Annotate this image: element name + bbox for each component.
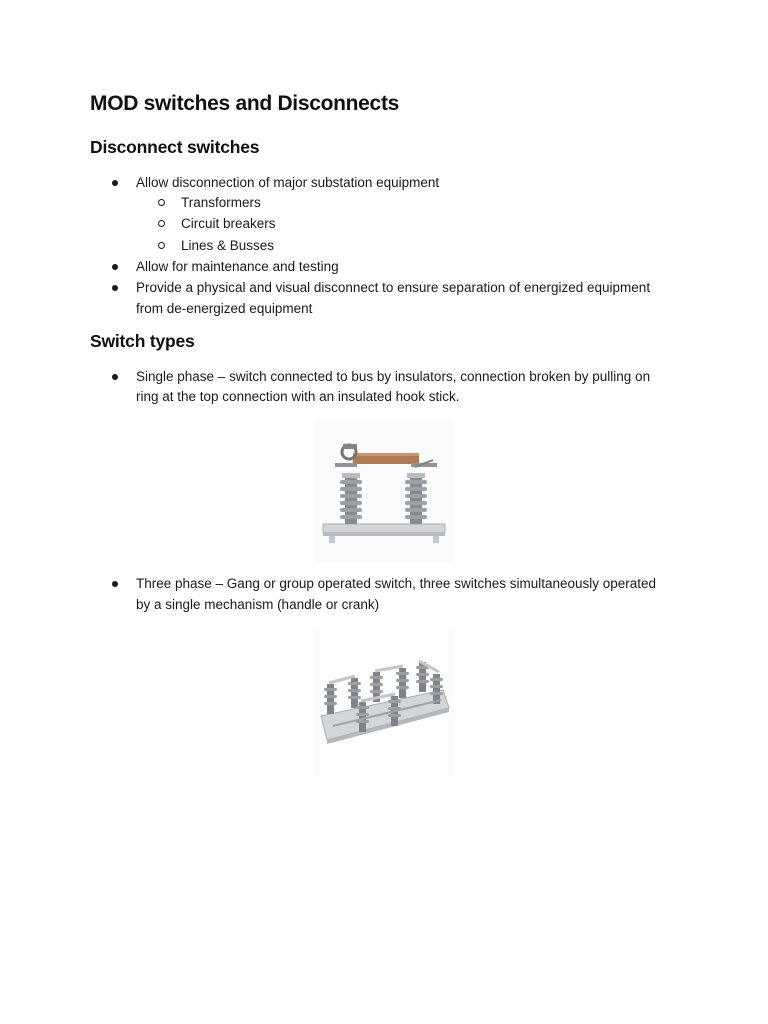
section-heading-disconnect-switches: Disconnect switches	[90, 137, 260, 157]
bullet-text: ring at the top connection with an insulated hook stick.	[136, 389, 460, 404]
bullet-dot-icon	[112, 180, 118, 186]
hollow-bullet-icon	[158, 242, 165, 249]
sub-bullet-text: Circuit breakers	[181, 216, 276, 231]
bullet-text: by a single mechanism (handle or crank)	[136, 597, 380, 612]
single-phase-switch-image	[315, 420, 453, 562]
three-phase-switch-illustration	[313, 628, 455, 778]
bullet-dot-icon	[112, 264, 118, 270]
page-title: MOD switches and Disconnects	[90, 92, 400, 115]
sub-bullet-text: Lines & Busses	[181, 238, 275, 253]
bullet-dot-icon	[112, 285, 118, 291]
bullet-text: Three phase – Gang or group operated switch, three switches simultaneously operated	[136, 576, 657, 591]
hollow-bullet-icon	[158, 220, 165, 227]
section-heading-switch-types: Switch types	[90, 331, 195, 351]
hollow-bullet-icon	[158, 199, 165, 206]
single-phase-switch-illustration	[315, 420, 453, 562]
bullet-text: Allow for maintenance and testing	[136, 259, 339, 274]
bullet-text: Provide a physical and visual disconnect to ensure separation of energized equipment	[136, 280, 651, 295]
bullet-dot-icon	[112, 581, 118, 587]
bullet-dot-icon	[112, 374, 118, 380]
bullet-text: Single phase – switch connected to bus by insulators, connection broken by pulling on	[136, 369, 651, 384]
sub-bullet-text: Transformers	[181, 195, 261, 210]
bullet-text: from de-energized equipment	[136, 301, 313, 316]
bullet-text: Allow disconnection of major substation equipment	[136, 175, 440, 190]
three-phase-switch-image	[313, 628, 455, 778]
